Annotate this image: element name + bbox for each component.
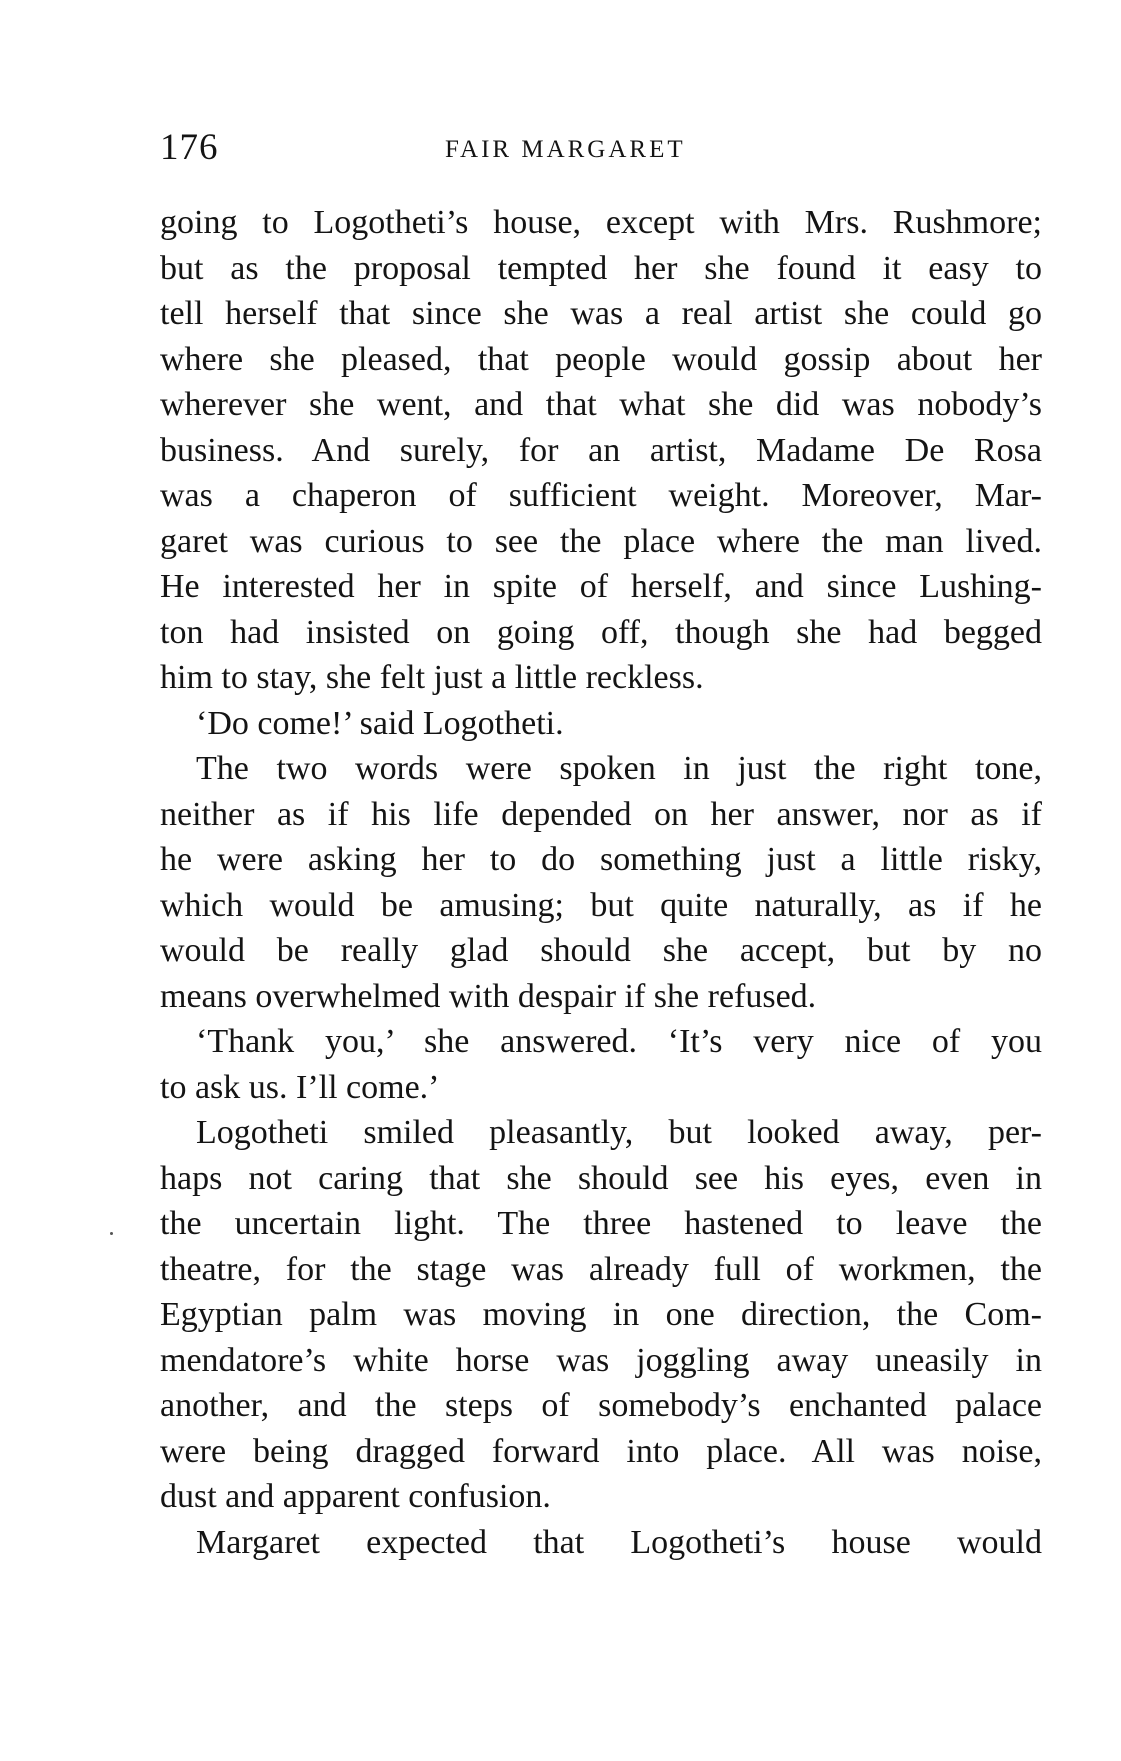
text-line-12: ‘Do come!’ said Logotheti.: [196, 704, 564, 742]
text-line-29: dust and apparent confusion.: [160, 1478, 551, 1515]
text-line-23: the uncertain light. The three hastened to leave the: [160, 1205, 1042, 1242]
text-line-21: Logotheti smiled pleasantly, but looked away, per-: [196, 1114, 1042, 1151]
text-line-2: but as the proposal tempted her she found it easy to: [160, 249, 1042, 287]
text-line-25: Egyptian palm was moving in one direction, the Com-: [160, 1296, 1042, 1333]
text-line-16: which would be amusing; but quite naturally, as if he: [160, 886, 1042, 924]
text-line-9: He interested her in spite of herself, and since Lushing-: [160, 568, 1042, 605]
text-line-19: ‘Thank you,’ she answered. ‘It’s very nice of you: [196, 1023, 1042, 1060]
text-line-6: business. And surely, for an artist, Madame De Rosa: [160, 431, 1042, 469]
text-line-7: was a chaperon of sufficient weight. Moreover, Mar-: [160, 477, 1042, 514]
text-line-3: tell herself that since she was a real artist she could go: [160, 295, 1042, 332]
text-line-30: Margaret expected that Logotheti’s house would: [196, 1523, 1042, 1561]
text-line-8: garet was curious to see the place where the man lived.: [160, 522, 1042, 560]
text-line-24: theatre, for the stage was already full of workmen, the: [160, 1250, 1042, 1288]
text-line-10: ton had insisted on going off, though she had begged: [160, 613, 1042, 651]
text-line-26: mendatore’s white horse was joggling away uneasily in: [160, 1341, 1042, 1379]
text-line-11: him to stay, she felt just a little reckless.: [160, 659, 704, 696]
ink-speck: [110, 1232, 113, 1235]
body-text: [160, 200, 1042, 1565]
page-number: 176: [160, 127, 219, 168]
text-line-14: neither as if his life depended on her answer, nor as if: [160, 795, 1042, 833]
text-line-15: he were asking her to do something just a little risky,: [160, 841, 1042, 878]
text-line-27: another, and the steps of somebody’s enchanted palace: [160, 1387, 1042, 1424]
text-line-20: to ask us. I’ll come.’: [160, 1068, 440, 1106]
text-line-4: where she pleased, that people would gossip about her: [160, 340, 1042, 378]
text-line-22: haps not caring that she should see his eyes, even in: [160, 1159, 1042, 1197]
text-line-17: would be really glad should she accept, but by no: [160, 932, 1042, 969]
text-line-1: going to Logotheti’s house, except with Mrs. Rushmore;: [160, 204, 1042, 241]
text-line-13: The two words were spoken in just the right tone,: [196, 750, 1042, 787]
text-line-5: wherever she went, and that what she did was nobody’s: [160, 386, 1042, 423]
text-line-18: means overwhelmed with despair if she refused.: [160, 977, 817, 1015]
running-title: FAIR MARGARET: [445, 136, 686, 163]
text-line-28: were being dragged forward into place. All was noise,: [160, 1432, 1042, 1470]
running-head: [160, 118, 1040, 178]
